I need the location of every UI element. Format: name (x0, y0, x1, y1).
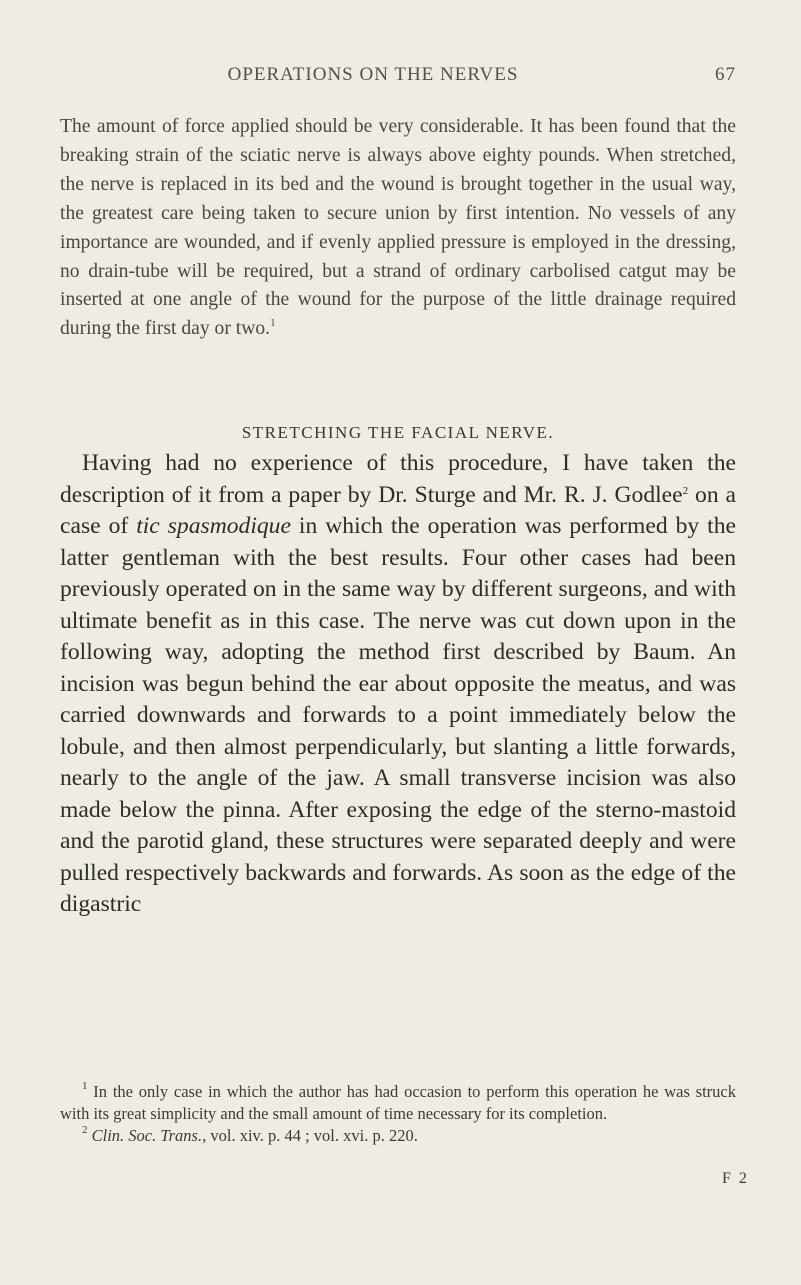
italic-term: tic spasmodique (136, 513, 291, 539)
footnote-1-marker: 1 (82, 1080, 88, 1092)
footnotes (60, 1081, 736, 1147)
running-head: OPERATIONS ON THE NERVES (227, 64, 519, 85)
footnote-ref-2: 2 (682, 484, 689, 497)
signature-mark: F 2 (722, 1170, 749, 1187)
footnote-2-text: , vol. xiv. p. 44 ; vol. xvi. p. 220. (202, 1126, 418, 1145)
paragraph-2-part-2: on a case of (60, 481, 736, 539)
paragraph-stretching-sciatic-conclusion (60, 113, 736, 344)
footnote-1 (60, 1081, 736, 1125)
page-number: 67 (715, 64, 736, 85)
paragraph-2-part-3: in which the operation was performed by the latter gentleman with the best results. Four other cases had been previously operated on in the same way by different surgeons, and with ultimate benefit as in this case. The nerve was cut down upon in the following way, adopting the method first described by Baum. An incision was begun behind the ear about opposite the meatus, and was carried downwards and forwards to a point immediately below the lobule, and then almost perpendicularly, but slanting a little forwards, nearly to the angle of the jaw. A small transverse incision was also made below the pinna. After exposing the edge of the sterno-mastoid and the parotid gland, these structures were separated deeply and were pulled respectively backwards and forwards. As soon as the edge of the digastric (60, 513, 736, 917)
paragraph-facial-nerve (60, 448, 736, 921)
page-header (60, 64, 736, 94)
footnote-1-text: In the only case in which the author has had occasion to perform this operation he was struck with its great simplicity and the small amount of time necessary for its completion. (60, 1082, 737, 1123)
paragraph-1-text: The amount of force applied should be very considerable. It has been found that the breaking strain of the sciatic nerve is always above eighty pounds. When stretched, the nerve is replaced in its bed and the wound is brought together in the usual way, the greatest care being taken to secure union by first intention. No vessels of any importance are wounded, and if evenly applied pressure is employed in the dressing, no drain-tube will be required, but a strand of ordinary carbolised catgut may be inserted at one angle of the wound for the purpose of the little drainage required during the first day or two. (60, 116, 736, 340)
paragraph-2-part-1: Having had no experience of this procedure, I have taken the description of it from a paper by Dr. Sturge and Mr. R. J. Godlee (60, 450, 736, 508)
footnote-ref-1: 1 (270, 317, 276, 330)
footnote-2 (60, 1125, 736, 1147)
footnote-2-marker: 2 (82, 1124, 88, 1136)
section-title: STRETCHING THE FACIAL NERVE. (241, 423, 555, 442)
footnote-2-citation: Clin. Soc. Trans. (91, 1126, 203, 1145)
